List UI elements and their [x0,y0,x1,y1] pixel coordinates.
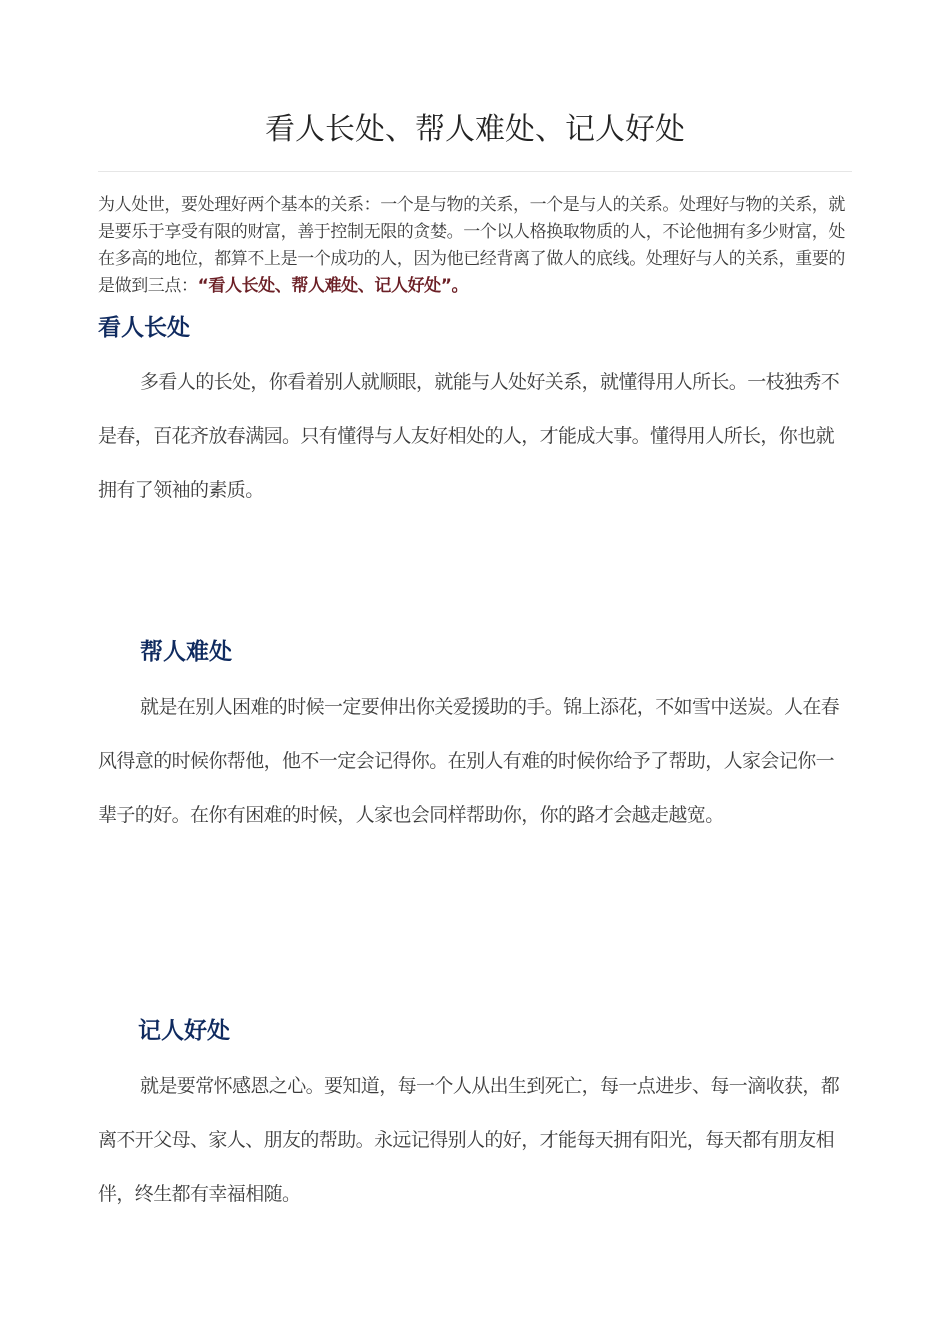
section-body-1: 多看人的长处，你看着别人就顺眼，就能与人处好关系，就懂得用人所长。一枝独秀不是春，百花齐放春满园。只有懂得与人友好相处的人，才能成大事。懂得用人所长，你也就拥有了领袖的素质。 [98,371,840,501]
section-body-2: 就是在别人困难的时候一定要伸出你关爱援助的手。锦上添花，不如雪中送炭。人在春风得意的时候你帮他，他不一定会记得你。在别人有难的时候你给予了帮助，人家会记你一辈子的好。在你有困难的时候，人家也会同样帮助你，你的路才会越走越宽。 [98,696,840,826]
intro-text: 为人处世，要处理好两个基本的关系：一个是与物的关系，一个是与人的关系。处理好与物的关系，就是要乐于享受有限的财富，善于控制无限的贪婪。一个以人格换取物质的人，不论他拥有多少财富，处在多高的地位，都算不上是一个成功的人，因为他已经背离了做人的底线。处理好与人的关系，重要的是做到三点： [98,195,845,296]
section-heading-1: 看人长处 [98,315,190,341]
intro-paragraph [98,192,852,300]
section-heading-3: 记人好处 [138,1018,230,1044]
section-heading-2: 帮人难处 [140,639,232,665]
section-body-3: 就是要常怀感恩之心。要知道，每一个人从出生到死亡，每一点进步、每一滴收获，都离不开父母、家人、朋友的帮助。永远记得别人的好，才能每天拥有阳光，每天都有朋友相伴，终生都有幸福相随。 [98,1075,840,1205]
document-title: 看人长处、帮人难处、记人好处 [265,112,685,147]
intro-emphasis: “看人长处、帮人难处、记人好处”。 [197,276,469,296]
title-divider [98,171,852,172]
